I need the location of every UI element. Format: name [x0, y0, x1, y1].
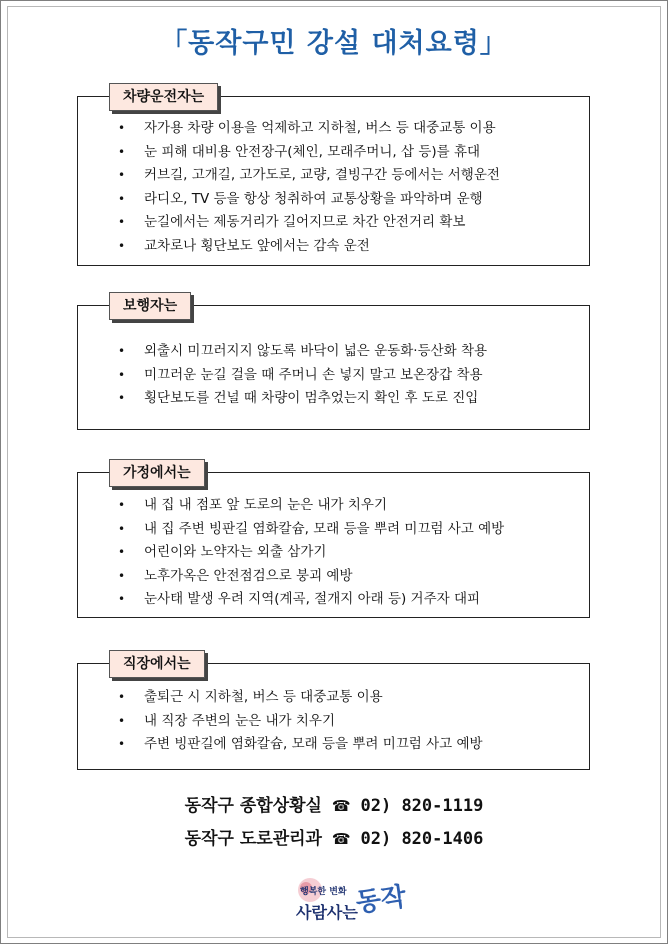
- pedestrians-list: [78, 340, 589, 411]
- bullet-icon: •: [118, 391, 126, 405]
- list-item: • 내 집 내 점포 앞 도로의 눈은 내가 치우기: [78, 494, 589, 518]
- section-drivers: [77, 89, 590, 266]
- bullet-icon: •: [118, 521, 126, 536]
- svg-text:행복한 변화: 행복한 변화: [300, 887, 347, 897]
- bullet-icon: •: [118, 690, 126, 704]
- page-title: 「동작구민 강설 대처요령」: [160, 28, 508, 59]
- contact-name: 동작구 종합상황실: [184, 796, 322, 816]
- bullet-icon: •: [118, 568, 126, 583]
- svg-text:사람사는: 사람사는: [296, 903, 358, 922]
- list-item: • 커브길, 고개길, 고가도로, 교량, 결빙구간 등에서는 서행운전: [78, 164, 589, 188]
- section-tag-pedestrians: 보행자는: [109, 292, 191, 320]
- phone-icon: ☎: [331, 830, 351, 848]
- bullet-icon: •: [118, 121, 126, 135]
- bullet-icon: •: [118, 498, 126, 512]
- section-tag-drivers: 차량운전자는: [109, 83, 218, 111]
- bullet-icon: •: [118, 713, 126, 728]
- list-item: • 외출시 미끄러지지 않도록 바닥이 넓은 운동화·등산화 착용: [78, 340, 589, 364]
- list-item: • 교차로나 횡단보도 앞에서는 감속 운전: [78, 235, 589, 259]
- bullet-icon: •: [118, 592, 126, 606]
- list-item: • 라디오, TV 등을 항상 청취하여 교통상황을 파악하며 운행: [78, 188, 589, 212]
- dongjak-logo: [288, 866, 408, 926]
- list-item: • 어린이와 노약자는 외출 삼가기: [78, 541, 589, 565]
- phone-icon: ☎: [331, 797, 351, 815]
- list-item: • 횡단보도를 건널 때 차량이 멈추었는지 확인 후 도로 진입: [78, 387, 589, 411]
- svg-text:동작: 동작: [354, 881, 408, 919]
- list-item: • 내 집 주변 빙판길 염화칼슘, 모래 등을 뿌려 미끄럼 사고 예방: [78, 518, 589, 542]
- contact-name: 동작구 도로관리과: [184, 829, 322, 849]
- drivers-list: [78, 117, 589, 258]
- list-item: • 눈길에서는 제동거리가 길어지므로 차간 안전거리 확보: [78, 211, 589, 235]
- section-households: [77, 465, 590, 618]
- bullet-icon: •: [118, 144, 126, 159]
- list-item: • 출퇴근 시 지하철, 버스 등 대중교통 이용: [78, 686, 589, 710]
- section-tag-workplaces: 직장에서는: [109, 650, 205, 678]
- bullet-icon: •: [118, 545, 126, 559]
- bullet-icon: •: [118, 737, 126, 751]
- workplaces-list: [78, 686, 589, 757]
- bullet-icon: •: [118, 168, 126, 182]
- households-list: [78, 494, 589, 612]
- contact-number: 02) 820-1406: [360, 829, 484, 849]
- list-item: • 눈사태 발생 우려 지역(계곡, 절개지 아래 등) 거주자 대피: [78, 588, 589, 612]
- bullet-icon: •: [118, 344, 126, 358]
- list-item: • 자가용 차량 이용을 억제하고 지하철, 버스 등 대중교통 이용: [78, 117, 589, 141]
- list-item: • 눈 피해 대비용 안전장구(체인, 모래주머니, 삽 등)를 휴대: [78, 141, 589, 165]
- contact-number: 02) 820-1119: [360, 796, 484, 816]
- list-item: • 노후가옥은 안전점검으로 붕괴 예방: [78, 565, 589, 589]
- section-workplaces: [77, 656, 590, 770]
- list-item: • 주변 빙판길에 염화칼슘, 모래 등을 뿌려 미끄럼 사고 예방: [78, 733, 589, 757]
- contact-road-management: [0, 824, 668, 849]
- section-pedestrians: [77, 298, 590, 430]
- section-tag-households: 가정에서는: [109, 459, 205, 487]
- bullet-icon: •: [118, 238, 126, 253]
- bullet-icon: •: [118, 367, 126, 382]
- contact-situation-room: [0, 791, 668, 816]
- list-item: • 미끄러운 눈길 걸을 때 주머니 손 넣지 말고 보온장갑 착용: [78, 364, 589, 388]
- list-item: • 내 직장 주변의 눈은 내가 치우기: [78, 710, 589, 734]
- bullet-icon: •: [118, 215, 126, 229]
- bullet-icon: •: [118, 191, 126, 206]
